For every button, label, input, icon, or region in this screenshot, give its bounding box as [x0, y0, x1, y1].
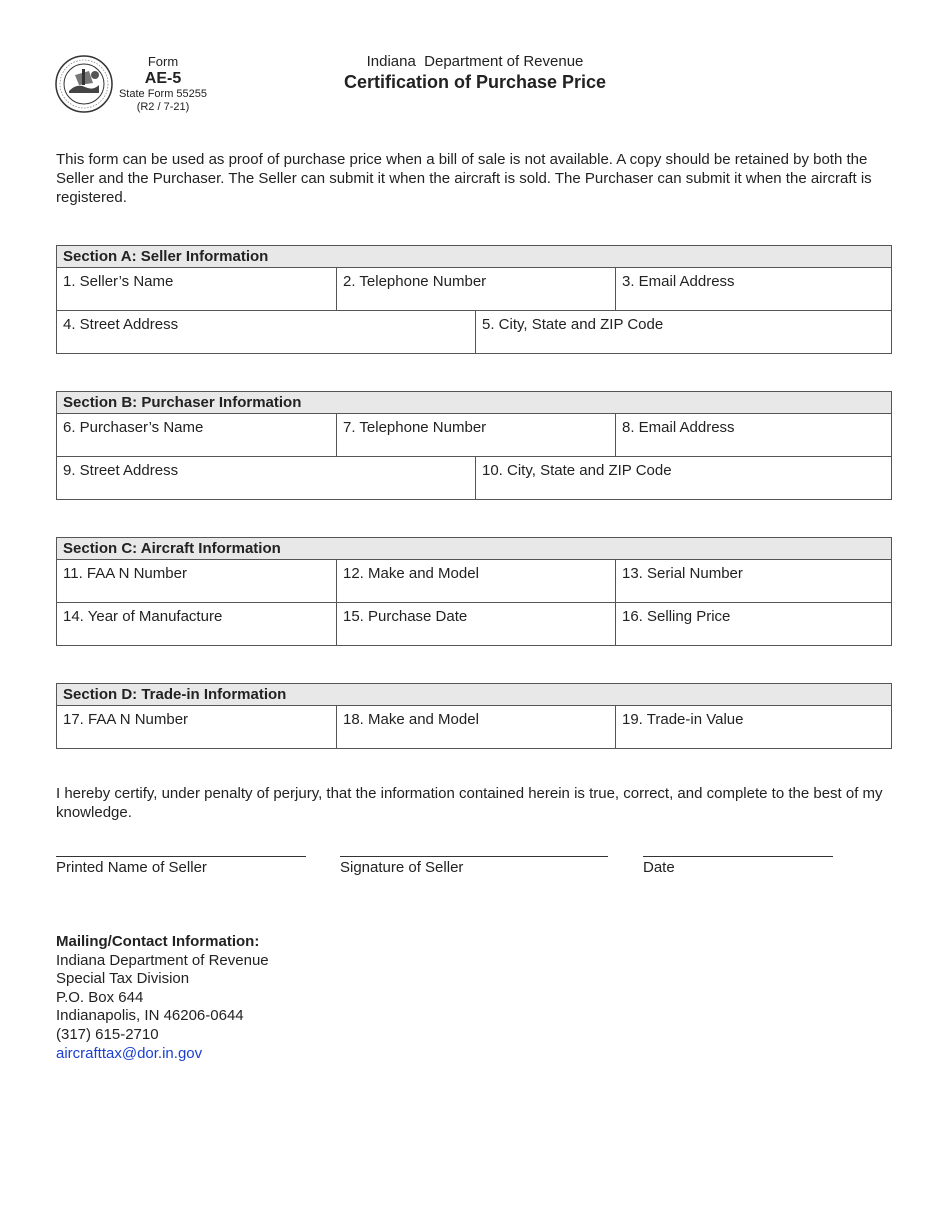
mailing-email-link[interactable]: aircrafttax@dor.in.gov	[56, 1044, 203, 1062]
purchase-date-field[interactable]: 15. Purchase Date	[336, 603, 615, 645]
printed-name-line[interactable]	[56, 856, 306, 857]
seller-name-field[interactable]: 1. Seller’s Name	[63, 273, 174, 290]
aircraft-serial-number-field[interactable]: 13. Serial Number	[615, 560, 891, 602]
mailing-line-agency: Indiana Department of Revenue	[56, 951, 269, 969]
section-d-heading: Section D: Trade-in Information	[57, 684, 891, 706]
mailing-heading: Mailing/Contact Information:	[56, 933, 260, 950]
section-a-seller	[56, 245, 892, 354]
trade-in-faa-n-number-field[interactable]: 17. FAA N Number	[63, 711, 189, 728]
purchaser-telephone-field[interactable]: 7. Telephone Number	[336, 414, 615, 456]
certification-statement: I hereby certify, under penalty of perjury, that the information contained herein is true, correct, and complete to the best of my knowledge.	[56, 785, 883, 821]
mailing-line-city: Indianapolis, IN 46206-0644	[56, 1007, 244, 1025]
form-word: Form	[147, 54, 179, 69]
section-a-heading: Section A: Seller Information	[57, 246, 891, 268]
mailing-line-division: Special Tax Division	[56, 970, 190, 988]
mailing-phone: (317) 615-2710	[56, 1025, 159, 1043]
seller-city-state-zip-field[interactable]: 5. City, State and ZIP Code	[475, 311, 891, 353]
section-c-aircraft	[56, 537, 892, 646]
section-c-heading: Section C: Aircraft Information	[57, 538, 891, 560]
trade-in-make-model-field[interactable]: 18. Make and Model	[336, 706, 615, 748]
printed-name-label: Printed Name of Seller	[56, 859, 207, 876]
form-number: AE-5	[144, 69, 182, 87]
date-line[interactable]	[643, 856, 833, 857]
purchaser-city-state-zip-field[interactable]: 10. City, State and ZIP Code	[475, 457, 891, 499]
agency-name: Indiana Department of Revenue	[366, 53, 584, 70]
selling-price-field[interactable]: 16. Selling Price	[615, 603, 891, 645]
seller-telephone-field[interactable]: 2. Telephone Number	[336, 268, 615, 310]
page-title: Certification of Purchase Price	[343, 72, 607, 92]
form-revision: (R2 / 7-21)	[136, 100, 190, 113]
signature-line[interactable]	[340, 856, 608, 857]
mailing-line-po-box: P.O. Box 644	[56, 988, 144, 1006]
purchaser-street-field[interactable]: 9. Street Address	[63, 462, 179, 479]
seller-email-field[interactable]: 3. Email Address	[615, 268, 891, 310]
intro-paragraph: This form can be used as proof of purchase price when a bill of sale is not available. A copy should be retained by both the Seller and the Purchaser. The Seller can submit it when the aircraft is sold. The Purchaser can submit it when the aircraft is registered.	[56, 151, 872, 206]
aircraft-faa-n-number-field[interactable]: 11. FAA N Number	[63, 565, 187, 582]
section-b-purchaser	[56, 391, 892, 500]
purchaser-email-field[interactable]: 8. Email Address	[615, 414, 891, 456]
aircraft-make-model-field[interactable]: 12. Make and Model	[336, 560, 615, 602]
seller-street-field[interactable]: 4. Street Address	[63, 316, 179, 333]
section-b-heading: Section B: Purchaser Information	[57, 392, 891, 414]
year-of-manufacture-field[interactable]: 14. Year of Manufacture	[63, 608, 223, 625]
state-form-number: State Form 55255	[118, 88, 208, 101]
section-d-trade-in	[56, 683, 892, 749]
date-label: Date	[643, 859, 675, 876]
trade-in-value-field[interactable]: 19. Trade-in Value	[615, 706, 891, 748]
signature-label: Signature of Seller	[340, 859, 464, 876]
mailing-contact-block	[56, 933, 269, 1063]
purchaser-name-field[interactable]: 6. Purchaser’s Name	[63, 419, 204, 436]
